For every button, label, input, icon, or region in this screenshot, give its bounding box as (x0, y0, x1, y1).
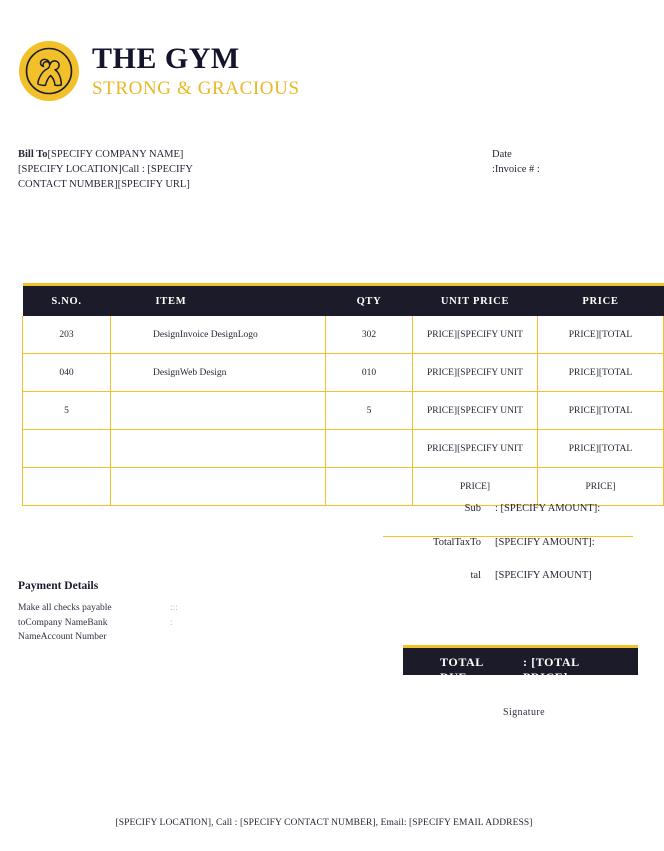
table-header-row (23, 285, 664, 317)
cell-sno (23, 430, 111, 468)
date-line: Date (492, 149, 512, 160)
cell-sno: 203 (23, 316, 111, 354)
total-due-inner (403, 648, 638, 686)
column-header-qty: QTY (326, 285, 413, 317)
signature-label: Signature (503, 707, 545, 718)
table-row (23, 468, 664, 506)
cell-item: DesignInvoice DesignLogo (111, 316, 326, 354)
table-row (23, 354, 664, 392)
brand-header (18, 40, 300, 102)
table-row (23, 392, 664, 430)
payment-line: Make all checks payable (18, 603, 112, 613)
tax-label: TotalTaxTo (433, 537, 481, 548)
total-value: [SPECIFY AMOUNT] (495, 570, 592, 581)
table-row (23, 430, 664, 468)
bill-to-text: [SPECIFY COMPANY NAME][SPECIFY LOCATION]Call : [SPECIFY CONTACT NUMBER][SPECIFY URL] (18, 149, 193, 190)
cell-price: PRICE][TOTAL (538, 392, 664, 430)
cell-qty (326, 430, 413, 468)
totals-row-tax (383, 536, 633, 570)
cell-qty: 5 (326, 392, 413, 430)
payment-colons (170, 601, 210, 645)
subtotal-value: : [SPECIFY AMOUNT]: (495, 503, 601, 514)
payment-lines (18, 601, 170, 645)
cell-price: PRICE] (538, 468, 664, 506)
payment-colon-line: : (170, 617, 173, 628)
subtotal-label: Sub (464, 503, 481, 514)
cell-sno: 5 (23, 392, 111, 430)
payment-line: NameAccount Number (18, 632, 107, 643)
cell-unit-price: PRICE][SPECIFY UNIT (413, 392, 538, 430)
column-header-price: PRICE (538, 285, 664, 317)
table-row (23, 316, 664, 354)
total-due-label (440, 655, 523, 686)
cell-unit-price: PRICE][SPECIFY UNIT (413, 316, 538, 354)
cell-qty: 302 (326, 316, 413, 354)
cell-sno (23, 468, 111, 506)
invoice-number-line: :Invoice # : (492, 164, 540, 176)
brand-tagline: STRONG & GRACIOUS (92, 77, 300, 99)
line-items-table (22, 283, 664, 506)
cell-qty (326, 468, 413, 506)
footer-contact-line: [SPECIFY LOCATION], Call : [SPECIFY CONTACT NUMBER], Email: [SPECIFY EMAIL ADDRESS] (115, 818, 533, 828)
document-meta (492, 147, 540, 177)
cell-unit-price: PRICE] (413, 468, 538, 506)
cell-item (111, 468, 326, 506)
payment-colon-line: ::: (170, 603, 178, 613)
total-due-label-line2: DUE (440, 670, 468, 685)
gym-logo-icon (18, 40, 80, 102)
payment-line: toCompany NameBank (18, 617, 108, 628)
cell-unit-price: PRICE][SPECIFY UNIT (413, 354, 538, 392)
cell-unit-price: PRICE][SPECIFY UNIT (413, 430, 538, 468)
total-due-value-line1: : [TOTAL (523, 655, 580, 669)
total-label: tal (470, 570, 481, 581)
cell-item (111, 392, 326, 430)
payment-details-title: Payment Details (18, 580, 99, 592)
total-due-value (523, 655, 638, 686)
totals-row-total (383, 570, 633, 603)
cell-price: PRICE][TOTAL (538, 354, 664, 392)
payment-details-block (18, 580, 268, 645)
cell-price: PRICE][TOTAL (538, 316, 664, 354)
column-header-unit-price: UNIT PRICE (413, 285, 538, 317)
bill-to-block (18, 148, 218, 193)
total-due-value-line2: PRICE] (523, 670, 568, 685)
cell-item: DesignWeb Design (111, 354, 326, 392)
bill-to-label: Bill To (18, 149, 48, 160)
total-due-box (403, 645, 638, 685)
brand-text-block (92, 41, 300, 100)
totals-row-subtotal (383, 503, 633, 536)
totals-block (383, 503, 633, 603)
cell-sno: 040 (23, 354, 111, 392)
cell-qty: 010 (326, 354, 413, 392)
total-due-label-line1: TOTAL (440, 655, 484, 669)
column-header-item: ITEM (111, 285, 326, 317)
column-header-sno: S.NO. (23, 285, 111, 317)
cell-item (111, 430, 326, 468)
payment-details-body (18, 601, 268, 645)
brand-title: THE GYM (92, 42, 240, 76)
tax-value: [SPECIFY AMOUNT]: (495, 537, 595, 548)
cell-price: PRICE][TOTAL (538, 430, 664, 468)
